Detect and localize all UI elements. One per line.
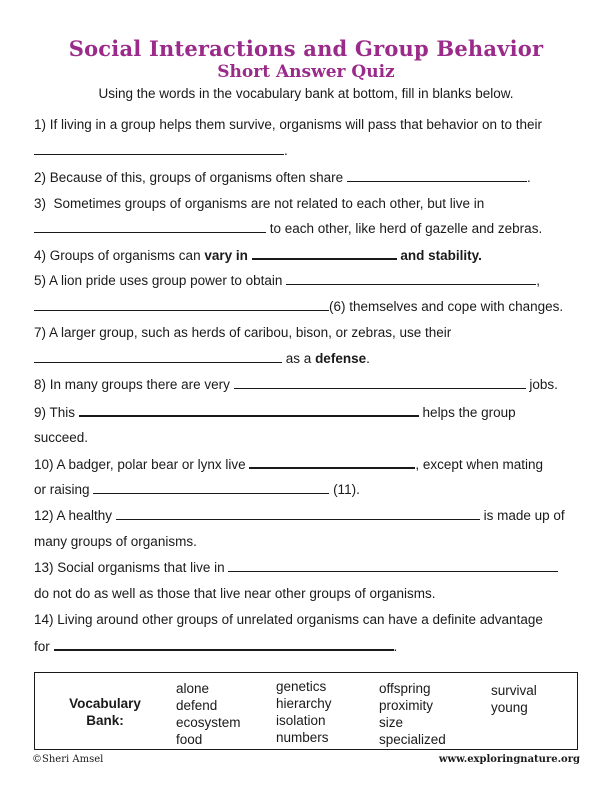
vocab-word: young [491, 700, 528, 715]
answer-blank-11[interactable] [93, 482, 329, 494]
worksheet-title: Social Interactions and Group Behavior [68, 36, 544, 61]
question-9-line-2: succeed. [34, 430, 89, 445]
vocab-word: defend [176, 698, 218, 713]
question-11: or raising (11). [34, 482, 360, 497]
vocab-word: isolation [276, 713, 326, 728]
answer-blank-1[interactable] [34, 143, 284, 155]
question-5: 5) A lion pride uses group power to obtain , [34, 273, 540, 288]
answer-blank-13[interactable] [228, 560, 558, 572]
answer-blank-2[interactable] [347, 170, 527, 182]
vocab-word: genetics [276, 679, 327, 694]
answer-blank-5[interactable] [286, 273, 536, 285]
question-6: (6) themselves and cope with changes. [34, 299, 563, 315]
vocab-word: ecosystem [176, 715, 241, 730]
answer-blank-4[interactable] [252, 247, 397, 260]
instructions: Using the words in the vocabulary bank at bottom, fill in blanks below. [98, 86, 514, 101]
answer-blank-8[interactable] [234, 377, 526, 389]
vocabulary-bank [34, 672, 578, 750]
question-13-line-2: do not do as well as those that live near other groups of organisms. [34, 586, 436, 601]
copyright: ©Sheri Amsel [32, 754, 104, 765]
answer-blank-3[interactable] [34, 221, 266, 233]
answer-blank-9[interactable] [79, 404, 419, 417]
question-10: 10) A badger, polar bear or lynx live , except when mating [34, 457, 543, 472]
vocab-word: hierarchy [276, 696, 332, 711]
question-12-line-1: 12) A healthy is made up of [34, 508, 565, 523]
question-3-line-2: to each other, like herd of gazelle and zebras. [34, 221, 542, 237]
vocab-column-2 [276, 678, 332, 746]
question-2: 2) Because of this, groups of organisms often share . [34, 170, 531, 185]
answer-blank-6[interactable] [34, 299, 329, 311]
vocab-word: specialized [379, 732, 446, 747]
answer-blank-7[interactable] [34, 351, 282, 363]
website: www.exploringnature.org [438, 754, 580, 765]
answer-blank-12[interactable] [116, 508, 480, 520]
vocab-word: alone [176, 681, 210, 696]
vocab-word: proximity [379, 698, 434, 713]
answer-blank-10[interactable] [249, 456, 415, 469]
question-7-line-2: as a defense. [34, 351, 370, 367]
vocab-word: numbers [276, 730, 329, 745]
question-8: 8) In many groups there are very jobs. [34, 377, 558, 392]
question-4: 4) Groups of organisms can vary in and stability. [34, 248, 482, 263]
question-12-line-2: many groups of organisms. [34, 534, 197, 549]
vocab-column-4 [491, 682, 537, 716]
vocab-word: offspring [379, 681, 431, 696]
vocab-word: survival [491, 683, 537, 698]
vocab-word: size [379, 715, 404, 730]
vocabulary-bank-label: Vocabulary Bank: [69, 696, 141, 728]
vocab-column-3 [379, 680, 446, 748]
worksheet-subtitle: Short Answer Quiz [217, 62, 395, 82]
question-1-line-1: 1) If living in a group helps them survive, organisms will pass that behavior on to their [34, 117, 542, 132]
question-1-line-2: . [34, 143, 288, 159]
answer-blank-14[interactable] [54, 638, 394, 651]
question-14-line-1: 14) Living around other groups of unrelated organisms can have a definite advantage [34, 612, 543, 627]
question-13-line-1: 13) Social organisms that live in [34, 560, 558, 576]
question-9-line-1: 9) This helps the group [34, 405, 516, 420]
question-3-line-1: 3) Sometimes groups of organisms are not related to each other, but live in [34, 196, 485, 211]
question-14-line-2: for . [34, 639, 398, 654]
question-7-line-1: 7) A larger group, such as herds of caribou, bison, or zebras, use their [34, 325, 452, 340]
vocab-column-1 [176, 680, 241, 748]
vocab-word: food [176, 732, 203, 747]
